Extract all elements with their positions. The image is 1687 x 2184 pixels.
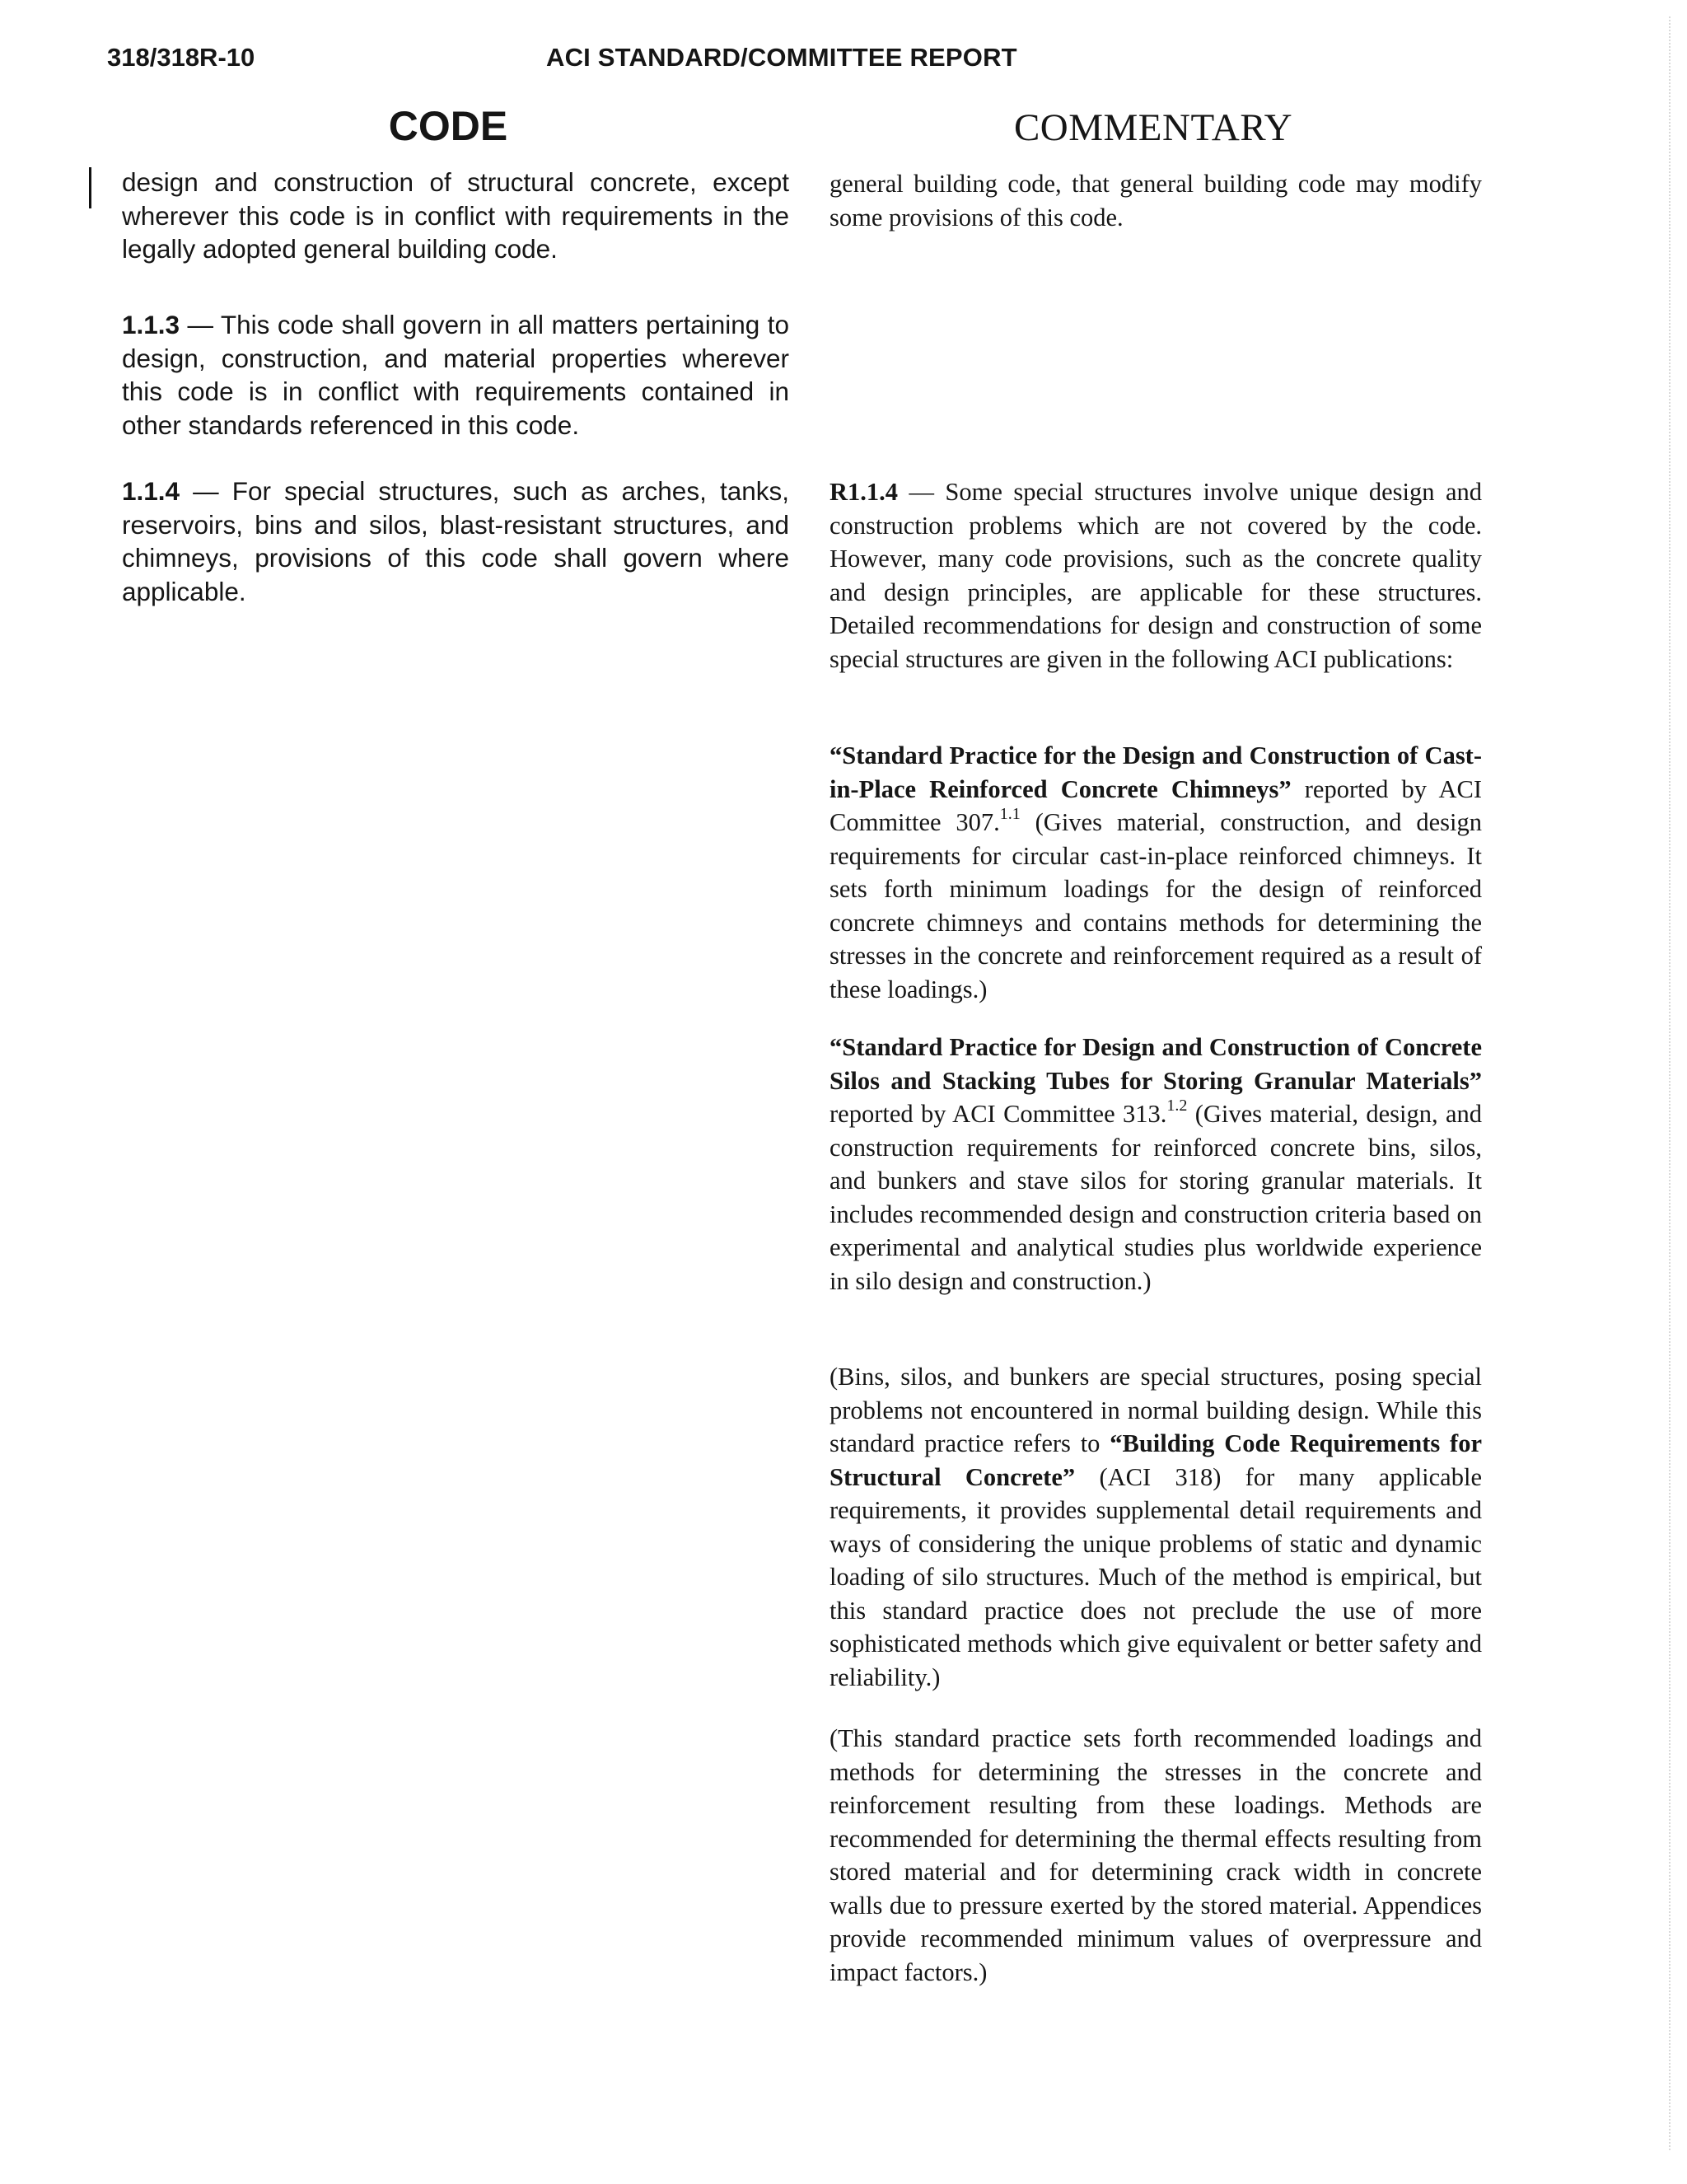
section-text: — This code shall govern in all matters pertaining to design, construction, and material properties wherever this code is in conflict with requirements contained in other standards referenced in this code.: [122, 310, 789, 440]
revision-change-bar: [89, 167, 91, 208]
reference-intro: reported by ACI Committee 307.: [829, 774, 1482, 836]
commentary-section-r1-1-4: [829, 475, 1482, 676]
publication-description: (Gives material, design, and construction requirements for reinforced concrete bins, silos, and bunkers and stave silos for storing granular materials. It includes recommended design and construction criteria based on experimental and analytical studies plus worldwide experience in silo design and construction.): [829, 1100, 1482, 1295]
reference-number: 1.1: [999, 805, 1021, 823]
commentary-paragraph-text: general building code, that general building code may modify some provisions of this code.: [829, 170, 1482, 231]
page-number: 318/318R-10: [107, 43, 255, 72]
section-label: 1.1.4: [122, 476, 180, 506]
publication-description: (Gives material, construction, and design requirements for circular cast-in-place reinforced chimneys. It sets forth minimum loadings for the design of reinforced concrete chimneys and contains methods for determining the stresses in the concrete and reinforcement required as a result of these loadings.): [829, 808, 1482, 1003]
reference-number: 1.2: [1166, 1097, 1188, 1115]
code-paragraph-text: design and construction of structural concrete, except wherever this code is in conflict with requirements in the legally adopted general building code.: [122, 167, 789, 264]
commentary-column-heading: COMMENTARY: [1013, 106, 1293, 149]
code-paragraph-continuation: [122, 166, 789, 266]
commentary-silos-reference: [829, 1031, 1482, 1298]
commentary-chimneys-reference: [829, 739, 1482, 1006]
scan-edge-border: [1669, 16, 1671, 2150]
report-title: ACI STANDARD/COMMITTEE REPORT: [546, 43, 1017, 72]
publication-title: “Building Code Requirements for Structural Concrete”: [829, 1429, 1482, 1491]
section-text: — For special structures, such as arches, tanks, reservoirs, bins and silos, blast-resistant structures, and chimneys, provisions of this code shall govern where applicable.: [122, 476, 789, 606]
note-text: (This standard practice sets forth recommended loadings and methods for determining the stresses in the concrete and reinforcement resulting from these loadings. Methods are recommended for determining the thermal effects resulting from stored material and for determining crack width in concrete walls due to pressure exerted by the stored material. Appendices provide recommended minimum values of overpressure and impact factors.): [829, 1724, 1482, 1986]
code-section-1-1-4: [122, 475, 789, 608]
commentary-loadings-note: [829, 1722, 1482, 1989]
code-section-1-1-3: [122, 308, 789, 442]
publication-title: “Standard Practice for the Design and Construction of Cast-in-Place Reinforced Concrete Chimneys”: [829, 741, 1482, 803]
commentary-paragraph-continuation: [829, 167, 1482, 234]
section-text: — Some special structures involve unique design and construction problems which are not covered by the code. However, many code provisions, such as the concrete quality and design principles, are applicable for these structures. Detailed recommendations for design and construction of some special structures are given in the following ACI publications:: [829, 478, 1482, 673]
section-label: 1.1.3: [122, 310, 180, 339]
commentary-bins-note: [829, 1360, 1482, 1694]
section-label: R1.1.4: [829, 478, 899, 506]
code-column-heading: CODE: [388, 103, 508, 149]
publication-title: “Standard Practice for Design and Construction of Concrete Silos and Stacking Tubes for Storing Granular Materials”: [829, 1033, 1482, 1095]
note-text-start: (Bins, silos, and bunkers are special structures, posing special problems not encountered in normal building design. While this standard practice refers to: [829, 1363, 1482, 1457]
reference-intro: reported by ACI Committee 313.: [829, 1100, 1167, 1128]
page-header: [0, 43, 1687, 84]
note-text-end: (ACI 318) for many applicable requirements, it provides supplemental detail requirements and ways of considering the unique problems of static and dynamic loading of silo structures. Much of the method is empirical, but this standard practice does not preclude the use of more sophisticated methods which give equivalent or better safety and reliability.): [829, 1462, 1482, 1691]
